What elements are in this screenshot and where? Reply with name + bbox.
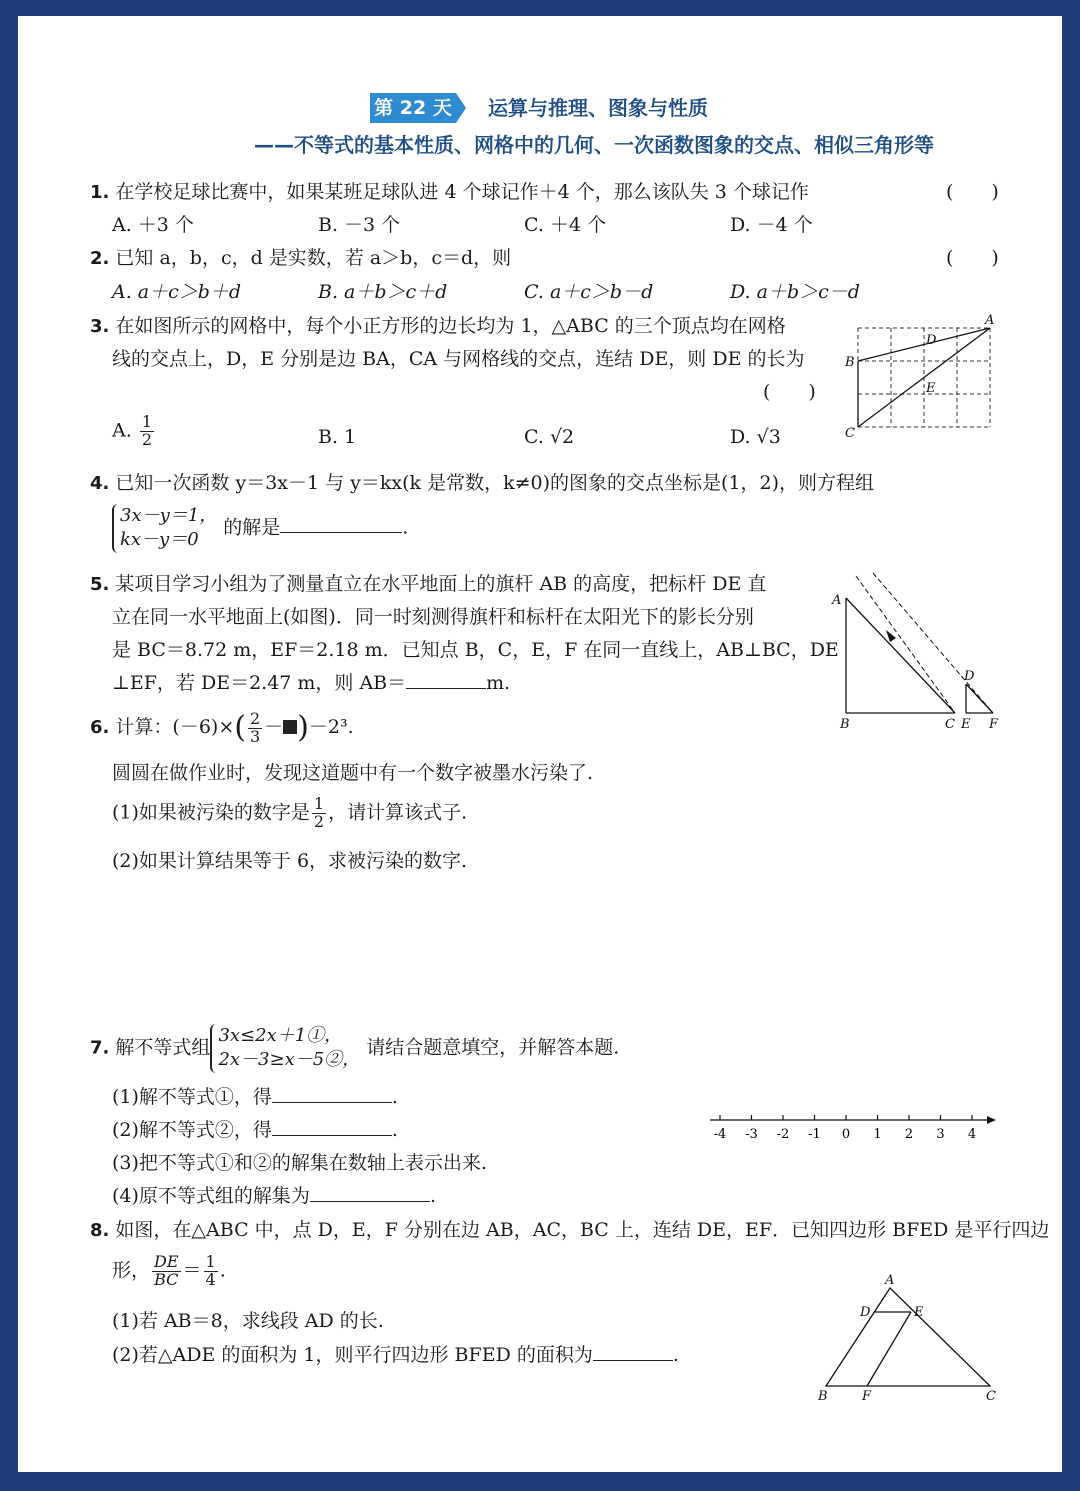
question-number: 5. bbox=[90, 574, 110, 595]
day-badge: 第 22 天 bbox=[370, 93, 456, 123]
question-number: 7. bbox=[90, 1037, 110, 1059]
equation-system: 3x－y＝1， kx－y＝0 的解是 . bbox=[112, 504, 408, 553]
question-number: 4. bbox=[90, 473, 110, 494]
option-a: A. a＋c＞b＋d bbox=[112, 281, 242, 303]
tick-label: 1 bbox=[873, 1127, 882, 1142]
answer-blank bbox=[406, 687, 486, 689]
number-line bbox=[706, 1108, 1006, 1148]
answer-blank bbox=[310, 1200, 430, 1202]
question-6: 6. 计算：(－6)×( $\frac{2}{3}$ － )－2³. bbox=[90, 708, 354, 746]
part-1: (1)若 AB＝8，求线段 AD 的长. bbox=[112, 1310, 384, 1332]
system-brace: 3x－y＝1， kx－y＝0 bbox=[112, 504, 217, 553]
label-f: F bbox=[862, 1389, 872, 1404]
question-stem-line2: 形， $\frac{DE}{BC}$ ＝ $\frac{1}{4}$ . bbox=[112, 1252, 226, 1289]
question-5 bbox=[90, 573, 766, 596]
tick-label: -1 bbox=[808, 1127, 821, 1142]
tick-label: 4 bbox=[967, 1127, 977, 1142]
question-3 bbox=[90, 315, 786, 338]
question-number: 3. bbox=[90, 316, 110, 337]
label-c: C bbox=[945, 717, 955, 732]
arrow-icon bbox=[987, 1116, 996, 1124]
label-a: A bbox=[885, 1274, 895, 1288]
question-2 bbox=[90, 247, 511, 270]
label-d: D bbox=[860, 1305, 871, 1320]
option-b: B. a＋b＞c＋d bbox=[318, 281, 448, 303]
question-stem-line4: ⊥EF，若 DE＝2.47 m，则 AB＝ m. bbox=[112, 672, 511, 694]
option-a: A. ＋3 个 bbox=[112, 214, 194, 236]
option-a: A. $\frac{1}{2}$ bbox=[112, 412, 152, 449]
part-2: (2)解不等式②，得 . bbox=[112, 1119, 398, 1141]
label-e: E bbox=[926, 381, 936, 396]
question-stem-line2: 线的交点上，D，E 分别是边 BA，CA 与网格线的交点，连结 DE，则 DE 的长为 bbox=[112, 348, 805, 370]
label-d: D bbox=[926, 333, 937, 348]
tick-label: 2 bbox=[904, 1127, 914, 1142]
question-number: 2. bbox=[90, 248, 110, 269]
option-d: D. √3 bbox=[730, 426, 781, 448]
fraction: $\frac{1}{2}$ bbox=[141, 412, 152, 449]
question-1 bbox=[90, 181, 809, 204]
part-4: (4)原不等式组的解集为 . bbox=[112, 1185, 436, 1207]
arrow-icon bbox=[886, 630, 896, 642]
tick-label: -4 bbox=[713, 1127, 727, 1142]
answer-blank bbox=[272, 1101, 392, 1103]
option-c: C. ＋4 个 bbox=[524, 214, 607, 236]
question-number: 8. bbox=[90, 1220, 110, 1241]
question-7: 7. 解不等式组 3x≤2x＋1①， 2x－3≥x－5②， 请结合题意填空，并解答本题. bbox=[90, 1024, 619, 1073]
segment-ef bbox=[867, 1312, 911, 1386]
tick-label: -2 bbox=[776, 1127, 790, 1142]
label-b: B bbox=[818, 1389, 828, 1404]
question-stem-line1: 如图，在△ABC 中，点 D，E，F 分别在边 AB，AC，BC 上，连结 DE，EF．已知四边形 BFED 是平行四边 bbox=[115, 1219, 1050, 1241]
answer-blank bbox=[280, 531, 402, 533]
question-stem-line1: 某项目学习小组为了测量直立在水平地面上的旗杆 AB 的高度，把标杆 DE 直 bbox=[115, 573, 767, 595]
label-c: C bbox=[986, 1389, 996, 1404]
part-2: (2)如果计算结果等于 6，求被污染的数字. bbox=[112, 850, 468, 872]
option-b: B. －3 个 bbox=[318, 214, 401, 236]
answer-blank bbox=[593, 1359, 673, 1361]
question-stem-line2: 立在同一水平地面上(如图)．同一时刻测得旗杆和标杆在太阳光下的影长分别 bbox=[112, 606, 754, 628]
ink-blot bbox=[283, 720, 297, 734]
question-number: 1. bbox=[90, 182, 110, 203]
question-stem: 在学校足球比赛中，如果某班足球队进 4 个球记作＋4 个，那么该队失 3 个球记作 bbox=[115, 181, 809, 203]
label-f: F bbox=[989, 717, 999, 732]
question-stem-line2: 圆圆在做作业时，发现这道题中有一个数字被墨水污染了. bbox=[112, 762, 594, 784]
flagpole-shadow-figure bbox=[828, 568, 1008, 733]
answer-blank bbox=[272, 1134, 392, 1136]
question-number: 6. bbox=[90, 717, 110, 738]
label-b: B bbox=[845, 355, 855, 370]
worksheet-page bbox=[18, 16, 1062, 1472]
sun-rays bbox=[856, 573, 993, 713]
answer-bracket: ( ) bbox=[946, 247, 999, 269]
option-d: D. a＋b＞c－d bbox=[730, 281, 860, 303]
question-stem-line3: 是 BC＝8.72 m，EF＝2.18 m．已知点 B，C，E，F 在同一直线上，AB⊥BC，DE bbox=[112, 639, 839, 661]
question-4 bbox=[90, 472, 874, 495]
triangle-parallelogram-figure bbox=[814, 1274, 1014, 1404]
ray-ac bbox=[846, 598, 955, 713]
page-title: 运算与推理、图象与性质 bbox=[488, 96, 708, 120]
option-c: C. √2 bbox=[524, 426, 575, 448]
question-stem: 已知一次函数 y＝3x－1 与 y＝kx(k 是常数，k≠0)的图象的交点坐标是(1，2)，则方程组 bbox=[115, 472, 875, 494]
answer-bracket: ( ) bbox=[946, 181, 999, 203]
tick-label: 0 bbox=[841, 1127, 851, 1142]
label-a: A bbox=[985, 314, 994, 328]
part-1: (1)如果被污染的数字是 $\frac{1}{2}$ ，请计算该式子. bbox=[112, 794, 468, 831]
part-3: (3)把不等式①和②的解集在数轴上表示出来. bbox=[112, 1152, 487, 1174]
label-c: C bbox=[845, 426, 855, 439]
fraction: $\frac{1}{2}$ bbox=[313, 794, 325, 831]
label-a: A bbox=[832, 593, 842, 608]
label-d: D bbox=[964, 669, 975, 684]
part-2: (2)若△ADE 的面积为 1，则平行四边形 BFED 的面积为 . bbox=[112, 1344, 679, 1366]
part-1: (1)解不等式①，得 . bbox=[112, 1086, 398, 1108]
triangle-abc bbox=[826, 1288, 990, 1386]
question-stem: 已知 a，b，c，d 是实数，若 a＞b，c＝d，则 bbox=[115, 247, 512, 269]
grid-triangle-figure bbox=[844, 314, 994, 439]
fraction: $\frac{2}{3}$ bbox=[249, 708, 261, 746]
page-subtitle: ——不等式的基本性质、网格中的几何、一次函数图象的交点、相似三角形等 bbox=[254, 133, 934, 157]
answer-bracket: ( ) bbox=[763, 381, 816, 403]
label-e: E bbox=[914, 1305, 924, 1320]
system-brace: 3x≤2x＋1①， 2x－3≥x－5②， bbox=[210, 1024, 360, 1073]
option-c: C. a＋c＞b－d bbox=[524, 281, 654, 303]
fraction: $\frac{1}{4}$ bbox=[205, 1252, 216, 1289]
tick-label: -3 bbox=[745, 1127, 758, 1142]
option-d: D. －4 个 bbox=[730, 214, 813, 236]
label-e: E bbox=[961, 717, 971, 732]
option-b: B. 1 bbox=[318, 426, 357, 448]
fraction: $\frac{DE}{BC}$ bbox=[154, 1252, 179, 1289]
question-8 bbox=[90, 1219, 1049, 1242]
label-b: B bbox=[840, 717, 850, 732]
tick-label: 3 bbox=[936, 1127, 945, 1142]
question-stem-line1: 在如图所示的网格中，每个小正方形的边长均为 1，△ABC 的三个顶点均在网格 bbox=[115, 315, 786, 337]
